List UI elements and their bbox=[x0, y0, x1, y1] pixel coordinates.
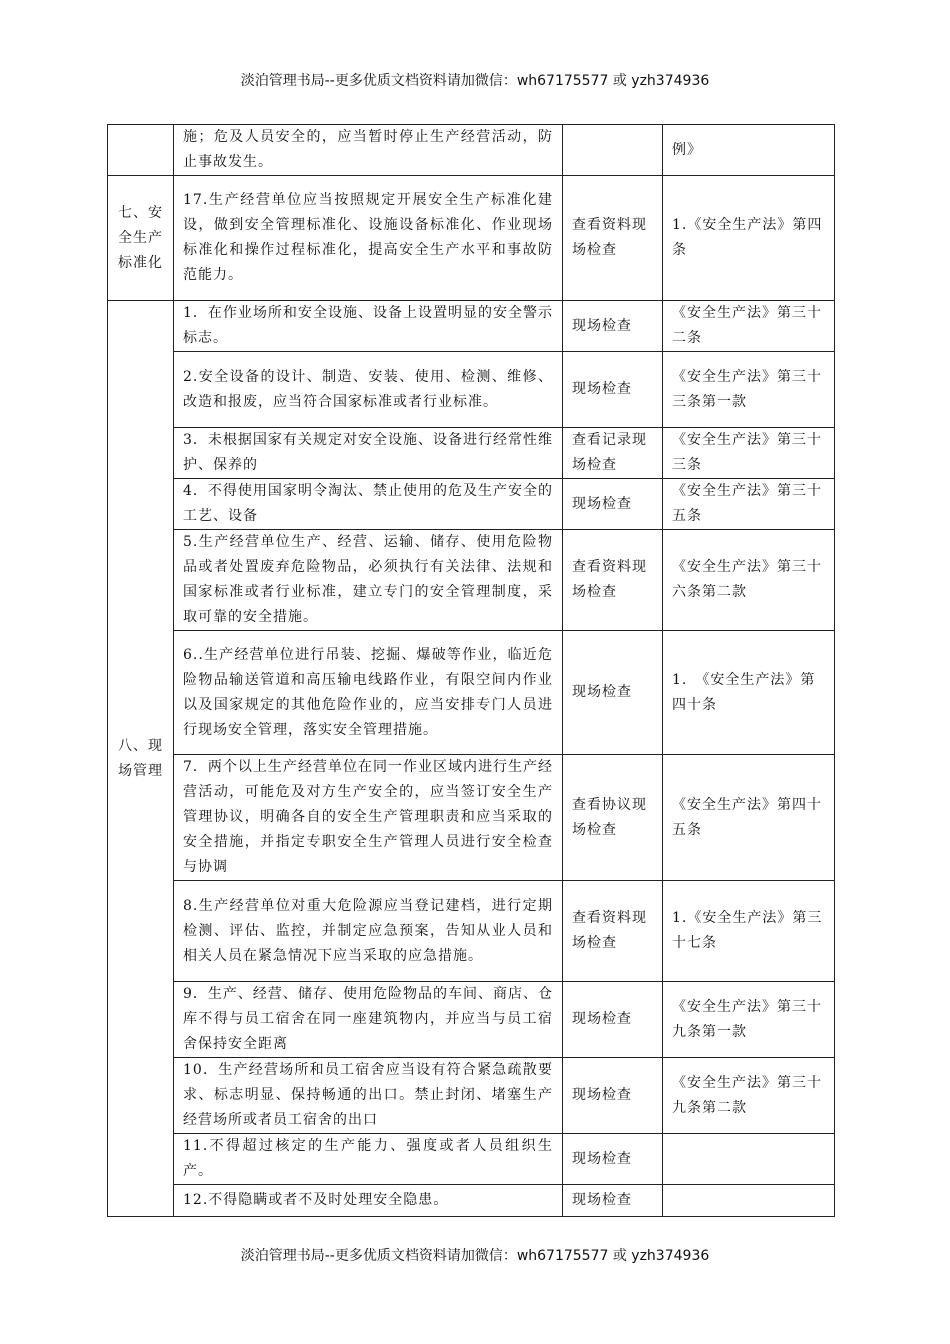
requirement-cell: 7．两个以上生产经营单位在同一作业区域内进行生产经营活动，可能危及对方生产安全的，应当签订安全生产管理协议，明确各自的安全生产管理职责和应当采取的安全措施，并指定专职安全生产管理人员进行安全检查与协调 bbox=[174, 755, 563, 881]
reference-cell: 《安全生产法》第三十五条 bbox=[663, 479, 835, 530]
reference-cell: 《安全生产法》第三十六条第二款 bbox=[663, 530, 835, 631]
requirement-cell: 10．生产经营场所和员工宿舍应当设有符合紧急疏散要求、标志明显、保持畅通的出口。禁止封闭、堵塞生产经营场所或者员工宿舍的出口 bbox=[174, 1058, 563, 1134]
requirement-cell: 3．未根据国家有关规定对安全设施、设备进行经常性维护、保养的 bbox=[174, 428, 563, 479]
requirement-cell: 施；危及人员安全的，应当暂时停止生产经营活动，防止事故发生。 bbox=[174, 125, 563, 176]
method-cell: 查看资料现场检查 bbox=[563, 881, 663, 982]
table-row bbox=[108, 352, 835, 428]
table-row bbox=[108, 881, 835, 982]
requirement-cell: 5.生产经营单位生产、经营、运输、储存、使用危险物品或者处置废弃危险物品，必须执行有关法律、法规和国家标准或者行业标准，建立专门的安全管理制度，采取可靠的安全措施。 bbox=[174, 530, 563, 631]
table-row bbox=[108, 428, 835, 479]
table-row bbox=[108, 755, 835, 881]
page-footer: 淡泊管理书局--更多优质文档资料请加微信：wh67175577 或 yzh374936 bbox=[240, 1248, 710, 1264]
method-cell: 现场检查 bbox=[563, 982, 663, 1058]
requirement-cell: 12.不得隐瞒或者不及时处理安全隐患。 bbox=[174, 1185, 563, 1217]
reference-cell: 《安全生产法》第三十二条 bbox=[663, 301, 835, 352]
reference-cell: 例》 bbox=[663, 125, 835, 176]
method-cell: 现场检查 bbox=[563, 479, 663, 530]
reference-cell: 《安全生产法》第三十九条第二款 bbox=[663, 1058, 835, 1134]
method-cell: 查看协议现场检查 bbox=[563, 755, 663, 881]
reference-cell: 《安全生产法》第三十九条第一款 bbox=[663, 982, 835, 1058]
method-cell: 现场检查 bbox=[563, 352, 663, 428]
inspection-table bbox=[107, 124, 835, 1217]
requirement-cell: 9．生产、经营、储存、使用危险物品的车间、商店、仓库不得与员工宿舍在同一座建筑物内，并应当与员工宿舍保持安全距离 bbox=[174, 982, 563, 1058]
reference-cell: 《安全生产法》第三十三条 bbox=[663, 428, 835, 479]
reference-cell bbox=[663, 1134, 835, 1185]
table-row bbox=[108, 479, 835, 530]
reference-cell: 《安全生产法》第三十三条第一款 bbox=[663, 352, 835, 428]
method-cell: 现场检查 bbox=[563, 1134, 663, 1185]
requirement-cell: 4．不得使用国家明令淘汰、禁止使用的危及生产安全的工艺、设备 bbox=[174, 479, 563, 530]
method-cell bbox=[563, 125, 663, 176]
reference-cell bbox=[663, 1185, 835, 1217]
page-header: 淡泊管理书局--更多优质文档资料请加微信：wh67175577 或 yzh374936 bbox=[240, 73, 710, 89]
method-cell: 查看记录现场检查 bbox=[563, 428, 663, 479]
section-title: 八、现场管理 bbox=[108, 301, 174, 1217]
reference-cell: 《安全生产法》第四十五条 bbox=[663, 755, 835, 881]
reference-cell: 1. 《安全生产法》第四十条 bbox=[663, 631, 835, 755]
reference-cell: 1.《安全生产法》第四条 bbox=[663, 176, 835, 301]
requirement-cell: 2.安全设备的设计、制造、安装、使用、检测、维修、改造和报废，应当符合国家标准或者行业标准。 bbox=[174, 352, 563, 428]
method-cell: 现场检查 bbox=[563, 1185, 663, 1217]
reference-cell: 1.《安全生产法》第三十七条 bbox=[663, 881, 835, 982]
table-row bbox=[108, 1185, 835, 1217]
requirement-cell: 6..生产经营单位进行吊装、挖掘、爆破等作业，临近危险物品输送管道和高压输电线路作业，有限空间内作业以及国家规定的其他危险作业的，应当安排专门人员进行现场安全管理，落实安全管理措施。 bbox=[174, 631, 563, 755]
table-row bbox=[108, 631, 835, 755]
table-row bbox=[108, 176, 835, 301]
requirement-cell: 11.不得超过核定的生产能力、强度或者人员组织生产。 bbox=[174, 1134, 563, 1185]
table-row bbox=[108, 982, 835, 1058]
method-cell: 现场检查 bbox=[563, 1058, 663, 1134]
method-cell: 查看资料现场检查 bbox=[563, 176, 663, 301]
requirement-cell: 17.生产经营单位应当按照规定开展安全生产标准化建设，做到安全管理标准化、设施设备标准化、作业现场标准化和操作过程标准化，提高安全生产水平和事故防范能力。 bbox=[174, 176, 563, 301]
method-cell: 查看资料现场检查 bbox=[563, 530, 663, 631]
section-cell-empty bbox=[108, 125, 174, 176]
table-row bbox=[108, 301, 835, 352]
table-row bbox=[108, 1058, 835, 1134]
table-row bbox=[108, 530, 835, 631]
table-row bbox=[108, 1134, 835, 1185]
table-row bbox=[108, 125, 835, 176]
requirement-cell: 8.生产经营单位对重大危险源应当登记建档，进行定期检测、评估、监控，并制定应急预案，告知从业人员和相关人员在紧急情况下应当采取的应急措施。 bbox=[174, 881, 563, 982]
requirement-cell: 1．在作业场所和安全设施、设备上设置明显的安全警示标志。 bbox=[174, 301, 563, 352]
method-cell: 现场检查 bbox=[563, 301, 663, 352]
section-title: 七、安全生产标准化 bbox=[108, 176, 174, 301]
method-cell: 现场检查 bbox=[563, 631, 663, 755]
